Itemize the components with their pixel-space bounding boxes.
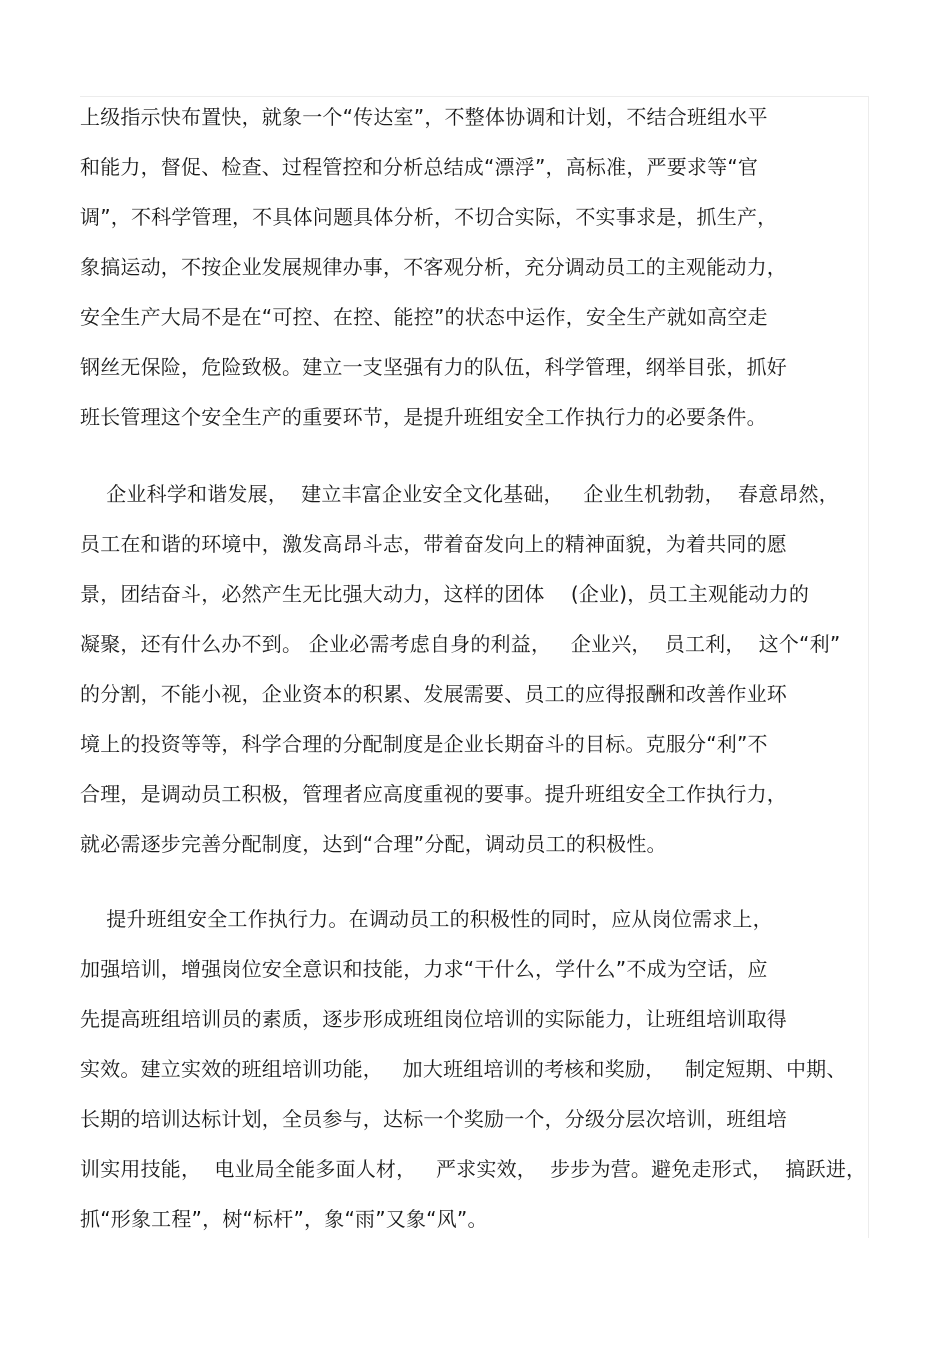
page-top-border <box>80 96 868 97</box>
text-line: 企业科学和谐发展， 建立丰富企业安全文化基础， 企业生机勃勃， 春意昂然， <box>80 482 839 506</box>
paragraph-distribution-system <box>80 477 870 877</box>
text-line: 和能力，督促、检查、过程管控和分析总结成“漂浮”，高标准，严要求等“官 <box>80 155 759 179</box>
text-line: 象搞运动，不按企业发展规律办事，不客观分析，充分调动员工的主观能动力， <box>80 255 787 279</box>
text-line: 加强培训，增强岗位安全意识和技能，力求“干什么，学什么”不成为空话，应 <box>80 957 768 981</box>
text-line: 员工在和谐的环境中，激发高昂斗志，带着奋发向上的精神面貌，为着共同的愿 <box>80 532 787 556</box>
text-line: 提升班组安全工作执行力。在调动员工的积极性的同时，应从岗位需求上， <box>80 907 773 931</box>
text-line: 钢丝无保险，危险致极。建立一支坚强有力的队伍，科学管理，纲举目张，抓好 <box>80 355 787 379</box>
text-line: 境上的投资等等，科学合理的分配制度是企业长期奋斗的目标。克服分“利”不 <box>80 732 768 756</box>
text-line: 实效。建立实效的班组培训功能， 加大班组培训的考核和奖励， 制定短期、中期、 <box>80 1057 847 1081</box>
text-line: 抓“形象工程”，树“标杆”，象“雨”又象“风”。 <box>80 1207 488 1231</box>
text-line: 景，团结奋斗，必然产生无比强大动力，这样的团体 (企业)，员工主观能动力的 <box>80 582 810 606</box>
text-line: 的分割，不能小视，企业资本的积累、发展需要、员工的应得报酬和改善作业环 <box>80 682 787 706</box>
text-line: 上级指示快布置快，就象一个“传达室”，不整体协调和计划，不结合班组水平 <box>80 105 768 129</box>
text-line: 调”，不科学管理，不具体问题具体分析，不切合实际，不实事求是，抓生产， <box>80 205 778 229</box>
text-line: 就必需逐步完善分配制度，达到“合理”分配，调动员工的积极性。 <box>80 832 667 856</box>
text-line: 合理，是调动员工积极，管理者应高度重视的要事。提升班组安全工作执行力， <box>80 782 787 806</box>
document-body <box>80 100 870 1252</box>
paragraph-spacer <box>80 450 870 477</box>
paragraph-spacer <box>80 877 870 902</box>
text-line: 训实用技能， 电业局全能多面人材， 严求实效， 步步为营。避免走形式， 搞跃进， <box>80 1157 867 1181</box>
text-line: 长期的培训达标计划，全员参与，达标一个奖励一个，分级分层次培训，班组培 <box>80 1107 787 1131</box>
text-line: 凝聚，还有什么办不到。 企业必需考虑自身的利益， 企业兴， 员工利， 这个“利” <box>80 632 841 656</box>
text-line: 班长管理这个安全生产的重要环节，是提升班组安全工作执行力的必要条件。 <box>80 405 767 429</box>
text-line: 先提高班组培训员的素质，逐步形成班组岗位培训的实际能力，让班组培训取得 <box>80 1007 787 1031</box>
paragraph-training <box>80 902 870 1252</box>
paragraph-team-leader-management <box>80 100 870 450</box>
text-line: 安全生产大局不是在“可控、在控、能控”的状态中运作，安全生产就如高空走 <box>80 305 768 329</box>
